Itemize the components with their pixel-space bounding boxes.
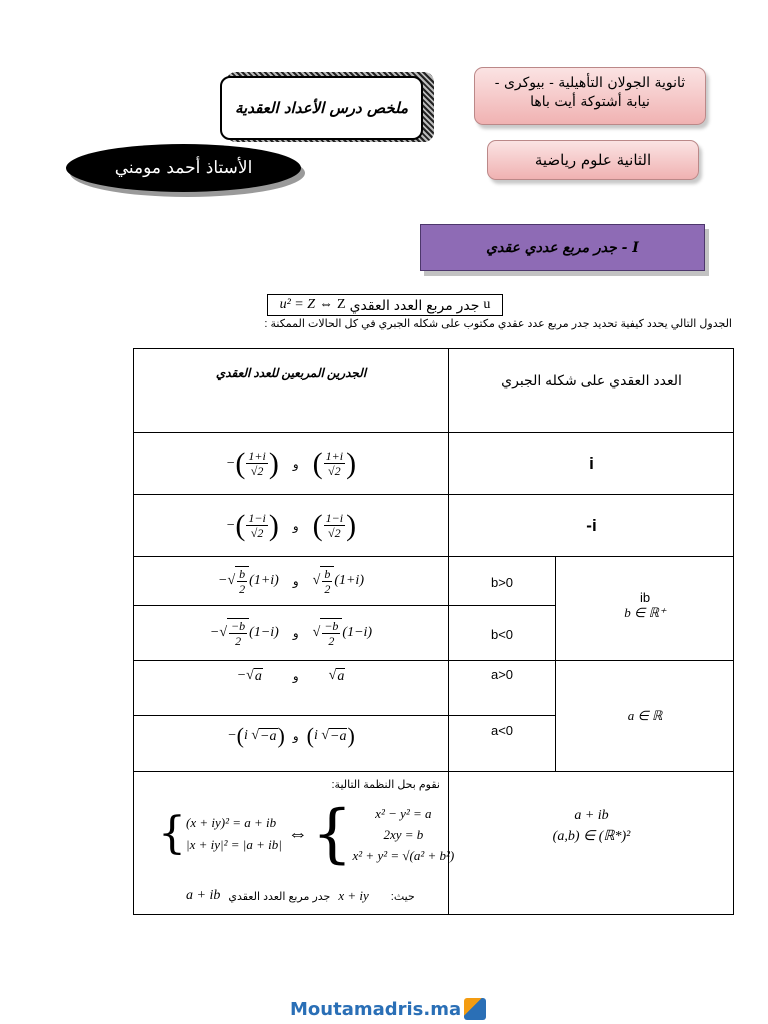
cond-a-negative: a<0 xyxy=(490,722,514,738)
footer-tld: .ma xyxy=(423,998,462,1020)
def-z: Z xyxy=(337,297,346,312)
roots-of-i: − ( $\frac{1+i}{√2}$ ) و ( $\frac{1+i}{√2}$ ) xyxy=(225,446,357,480)
general-label: a + ib xyxy=(574,808,609,823)
system-left: { (x + iy)² = a + ib |x + iy|² = |a + ib| ⇔ { x² − y² = a 2xy = b x² + y² = √(a² + b²) xyxy=(158,797,455,871)
sys-right-3: x² + y² = √(a² + b²) xyxy=(352,847,455,863)
where-target: a + ib xyxy=(186,888,221,903)
def-equation: u² = Z xyxy=(279,297,316,312)
def-text: جدر مربع العدد العقدي xyxy=(349,296,480,313)
sys-right-2: 2xy = b xyxy=(383,826,424,842)
school-line-2: نيابة أشتوكة أيت باها xyxy=(530,94,650,110)
roots-a-positive: − √ a و √ a xyxy=(236,668,345,684)
table-row-line xyxy=(133,771,734,772)
ib-label: ib xyxy=(639,590,651,605)
and-word: و xyxy=(292,729,299,743)
roots-a-negative: − ( i √ −a ) و ( i √ −a ) xyxy=(227,723,355,748)
school-line-1: ثانوية الجولان التأهيلية - بيوكرى - xyxy=(494,75,686,91)
section-title: I - جدر مربع عددي عقدي xyxy=(420,224,705,271)
and-word: و xyxy=(292,574,299,588)
system-intro: نقوم بحل النظمة التالية: xyxy=(331,779,440,791)
def-u: u xyxy=(483,297,491,312)
def-equiv: ⇔ xyxy=(319,297,334,312)
moutamadris-logo xyxy=(290,996,490,1022)
logo-mark-icon xyxy=(464,998,486,1020)
and-word: و xyxy=(292,626,299,640)
value-i: i xyxy=(589,453,594,473)
a-domain: a ∈ ℝ xyxy=(627,708,663,723)
col-right-header: العدد العقدي على شكله الجبري xyxy=(501,371,682,388)
col-left-header: الجدرين المربعين للعدد العقدي xyxy=(215,365,367,380)
definition-box xyxy=(267,294,503,316)
lesson-title: ملخص درس الأعداد العقدية xyxy=(220,76,423,140)
cond-b-negative: b<0 xyxy=(490,626,514,642)
cond-b-positive: b>0 xyxy=(490,574,514,590)
roots-of-minus-i: − ( $\frac{1-i}{√2}$ ) و ( $\frac{1-i}{√2}$ ) xyxy=(225,508,357,542)
sys-right-1: x² − y² = a xyxy=(375,805,432,821)
teacher-name: الأستاذ أحمد مومني xyxy=(66,144,301,192)
sys-left-1: (x + iy)² = a + ib xyxy=(186,815,277,830)
and-word: و xyxy=(292,456,299,471)
cond-a-positive: a>0 xyxy=(490,666,514,682)
value-minus-i: -i xyxy=(586,515,597,535)
roots-ib-b-positive: − √ $\frac{b}{2}$ (1+i) و √ $\frac{b}{2}$ (1+i) xyxy=(218,567,364,596)
and-word: و xyxy=(292,518,299,533)
general-case xyxy=(449,808,734,845)
ib-case xyxy=(556,590,734,621)
ib-domain: b ∈ ℝ⁺ xyxy=(624,605,666,620)
where-text: جدر مربع العدد العقدي xyxy=(228,890,331,903)
where-word: حيث: xyxy=(390,890,415,903)
footer-brand: Moutamadris xyxy=(290,998,424,1020)
level-box: الثانية علوم رياضية xyxy=(487,140,699,180)
general-domain: (a,b) ∈ (ℝ*)² xyxy=(552,829,631,844)
sys-left-2: |x + iy|² = |a + ib| xyxy=(186,837,282,852)
where-line xyxy=(186,888,415,904)
intro-text: الجدول التالي يحدد كيفية تحديد جدر مربع عدد عقدي مكتوب على شكله الجبري في كل الحالات الممكنة : xyxy=(264,318,732,330)
school-box xyxy=(474,67,706,125)
roots-ib-b-negative: − √ $\frac{-b}{2}$ (1−i) و √ $\frac{-b}{2}$ (1−i) xyxy=(209,619,373,648)
and-word: و xyxy=(292,669,299,683)
where-expr: x + iy xyxy=(338,888,369,903)
